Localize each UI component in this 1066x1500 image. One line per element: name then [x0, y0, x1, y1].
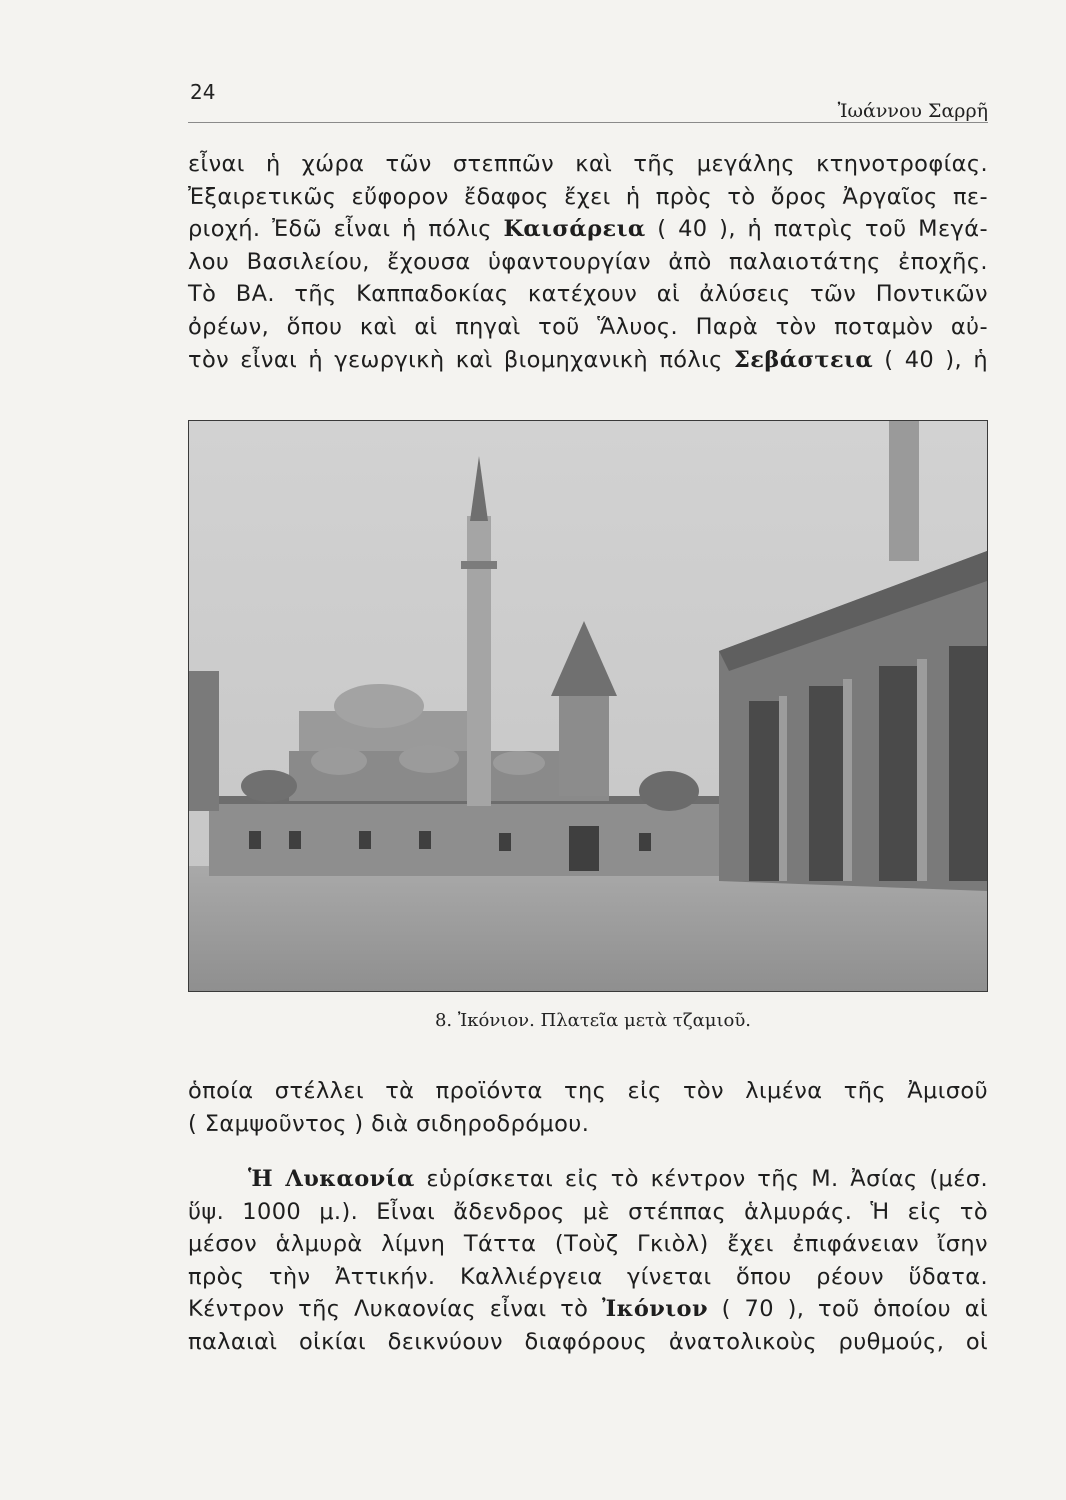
text-line: Ἐξαιρετικῶς εὔφορον ἔδαφος ἔχει ἡ πρὸς τὸ ὄρος Ἀργαῖος πε-	[188, 183, 988, 210]
heading-lykaonia: Ἡ Λυκαονία	[248, 1166, 415, 1192]
text-segment: ( 40 ), ἡ	[873, 346, 988, 373]
text-line: λου Βασιλείου, ἔχουσα ὑφαντουργίαν ἀπὸ παλαιοτάτης ἐποχῆς.	[188, 248, 988, 275]
figure-photograph	[188, 420, 988, 992]
text-line: ( Σαμψοῦντος ) διὰ σιδηροδρόμου.	[188, 1110, 590, 1137]
text-line: ὀρέων, ὅπου καὶ αἱ πηγαὶ τοῦ Ἅλυος. Παρὰ τὸν ποταμὸν αὐ-	[188, 313, 988, 340]
text-segment: ριοχή. Ἐδῶ εἶναι ἡ πόλις	[188, 216, 504, 243]
text-line: Τὸ ΒΑ. τῆς Καππαδοκίας κατέχουν αἱ ἀλύσεις τῶν Ποντικῶν	[188, 281, 988, 308]
paragraph-top	[188, 148, 988, 376]
paragraph-lykaonia	[188, 1163, 988, 1359]
text-line: μέσον ἁλμυρὰ λίμνη Τάττα (Τοὺζ Γκιὸλ) ἔχει ἐπιφάνειαν ἴσην	[188, 1231, 988, 1258]
running-head: Ἰωάννου Σαρρῆ	[837, 100, 988, 122]
text-line	[188, 1293, 988, 1326]
text-line: πρὸς τὴν Ἀττικήν. Καλλιέργεια γίνεται ὅπου ρέουν ὕδατα.	[188, 1263, 988, 1290]
text-line	[188, 1163, 988, 1196]
text-segment: ( 70 ), τοῦ ὁποίου αἱ	[707, 1296, 988, 1323]
text-line	[188, 213, 988, 246]
place-name-sebasteia: Σεβάστεια	[734, 346, 874, 373]
text-line	[188, 344, 988, 377]
text-line: ὁποία στέλλει τὰ προϊόντα της εἰς τὸν λιμένα τῆς Ἀμισοῦ	[188, 1078, 988, 1104]
figure-caption: 8. Ἰκόνιον. Πλατεῖα μετὰ τζαμιοῦ.	[434, 1010, 752, 1031]
paragraph-mid	[188, 1075, 988, 1140]
page-number: 24	[190, 80, 216, 104]
text-segment: εὑρίσκεται εἰς τὸ κέντρον τῆς Μ. Ἀσίας (μέσ.	[414, 1166, 988, 1192]
text-segment: ( 40 ), ἡ πατρὶς τοῦ Μεγά-	[645, 216, 988, 243]
photo-illustration	[189, 421, 987, 991]
place-name-kaisareia: Καισάρεια	[503, 216, 646, 243]
text-line: ὕψ. 1000 μ.). Εἶναι ἄδενδρος μὲ στέππας ἁλμυράς. Ἡ εἰς τὸ	[188, 1198, 988, 1225]
header-rule	[188, 122, 988, 123]
text-line: εἶναι ἡ χώρα τῶν στεππῶν καὶ τῆς μεγάλης κτηνοτροφίας.	[188, 151, 988, 177]
text-segment: τὸν εἶναι ἡ γεωργικὴ καὶ βιομηχανικὴ πόλις	[188, 346, 734, 373]
text-line: παλαιαὶ οἰκίαι δεικνύουν διαφόρους ἀνατολικοὺς ρυθμούς, οἱ	[188, 1328, 988, 1355]
text-segment: Κέντρον τῆς Λυκαονίας εἶναι τὸ	[188, 1296, 603, 1323]
place-name-ikonion: Ἰκόνιον	[602, 1296, 708, 1323]
